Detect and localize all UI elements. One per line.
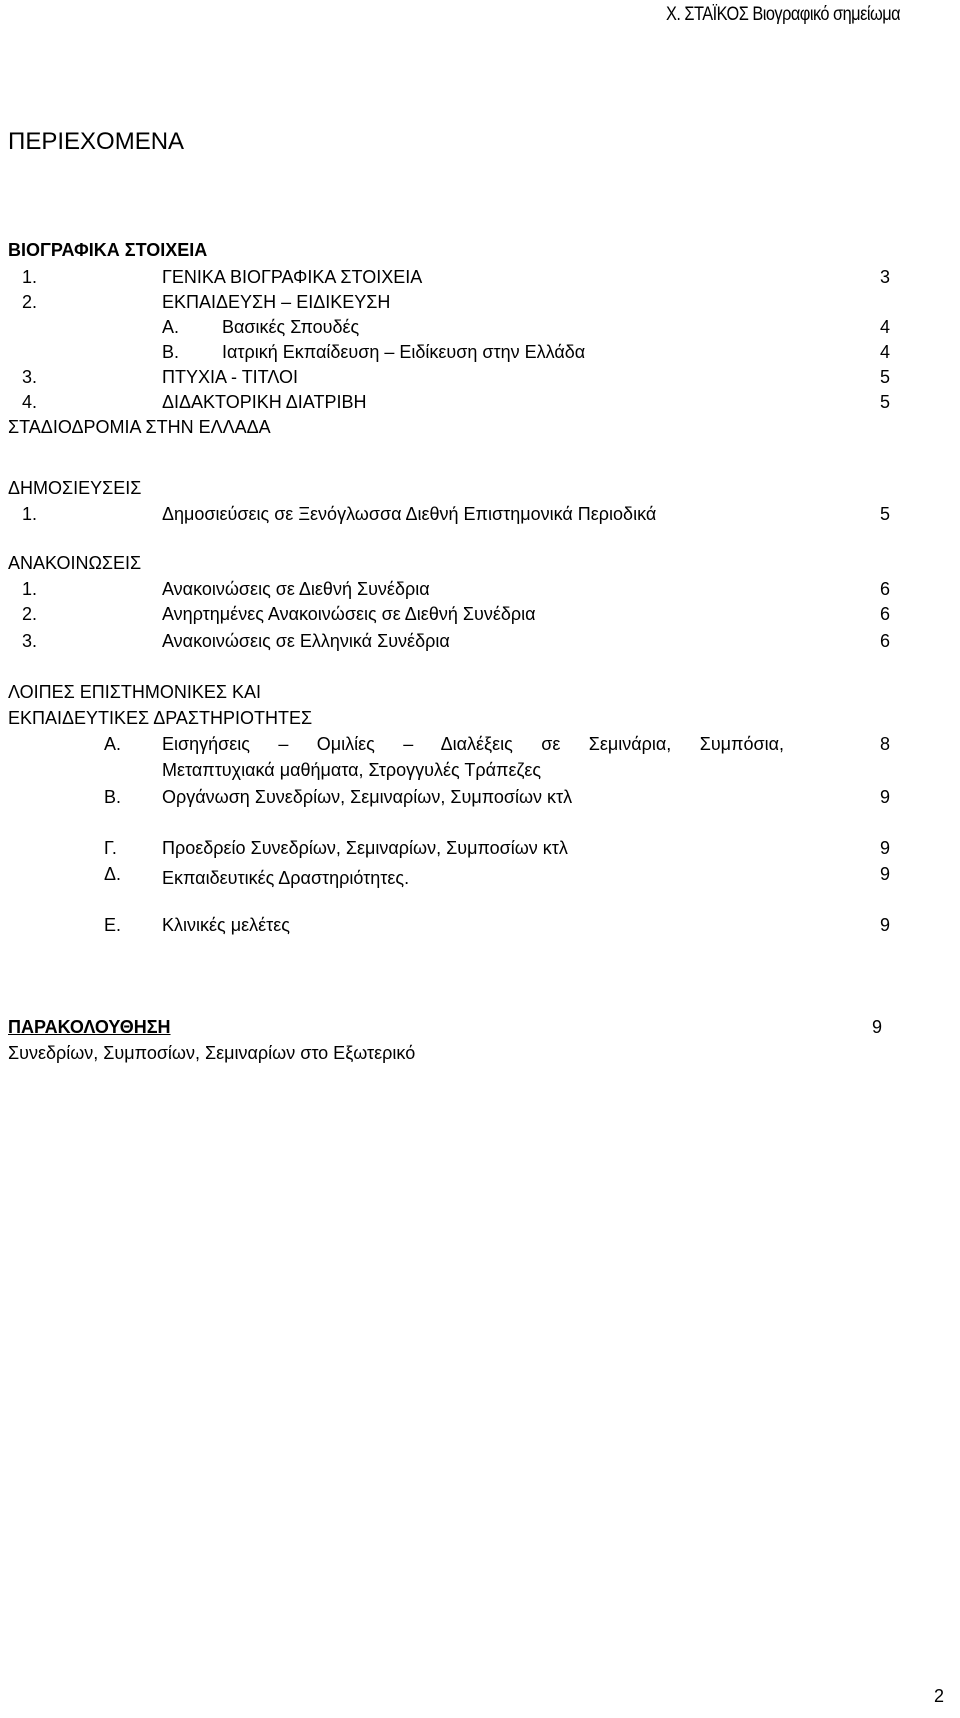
toc-item-page: 8 bbox=[879, 734, 890, 754]
toc-item-page: 6 bbox=[879, 604, 890, 624]
toc-item-number: 1. bbox=[22, 504, 38, 524]
toc-item-page: 9 bbox=[879, 787, 890, 807]
toc-subitem-letter: Γ. bbox=[104, 838, 117, 858]
toc-subitem-letter: Α. bbox=[104, 734, 122, 754]
toc-item-label: ΠΤΥΧΙΑ - ΤΙΤΛΟΙ bbox=[162, 367, 298, 387]
toc-item-number: 1. bbox=[22, 579, 38, 599]
toc-item-label: Δημοσιεύσεις σε Ξενόγλωσσα Διεθνή Επιστημονικά Περιοδικά bbox=[162, 504, 657, 524]
toc-item-page: 5 bbox=[879, 504, 890, 524]
toc-item-page: 5 bbox=[879, 367, 890, 387]
toc-item-page: 3 bbox=[879, 267, 890, 287]
section-heading-publications: ΔΗΜΟΣΙΕΥΣΕΙΣ bbox=[8, 478, 142, 498]
toc-item-label: Ιατρική Εκπαίδευση – Ειδίκευση στην Ελλάδα bbox=[222, 342, 586, 362]
toc-item-label: Εισηγήσεις – Ομιλίες – Διαλέξεις σε Σεμινάρια, Συμπόσια, bbox=[162, 734, 784, 754]
section-heading-announcements: ΑΝΑΚΟΙΝΩΣΕΙΣ bbox=[8, 553, 142, 573]
toc-subitem-letter: Δ. bbox=[104, 864, 122, 884]
section-subtitle-attendance: Συνεδρίων, Συμποσίων, Σεμιναρίων στο Εξωτερικό bbox=[8, 1043, 416, 1063]
page-title: ΠΕΡΙΕΧΟΜΕΝΑ bbox=[8, 128, 185, 155]
toc-item-label: Οργάνωση Συνεδρίων, Σεμιναρίων, Συμποσίων κτλ bbox=[162, 787, 573, 807]
toc-item-page: 6 bbox=[879, 579, 890, 599]
section-heading-bio: ΒΙΟΓΡΑΦΙΚΑ ΣΤΟΙΧΕΙΑ bbox=[8, 240, 208, 260]
toc-item-page: 4 bbox=[879, 317, 890, 337]
toc-item-page: 4 bbox=[879, 342, 890, 362]
toc-subitem-letter: Ε. bbox=[104, 915, 122, 935]
toc-item-number: 1. bbox=[22, 267, 38, 287]
toc-subitem-letter: B. bbox=[162, 342, 180, 362]
section-heading-attendance: ΠΑΡΑΚΟΛΟΥΘΗΣΗ bbox=[8, 1017, 171, 1037]
toc-item-label: ΓΕΝΙΚΑ ΒΙΟΓΡΑΦΙΚΑ ΣΤΟΙΧΕΙΑ bbox=[162, 267, 423, 287]
toc-subitem-letter: Β. bbox=[104, 787, 122, 807]
toc-item-label: Κλινικές μελέτες bbox=[162, 915, 290, 935]
toc-item-page: 5 bbox=[879, 392, 890, 412]
toc-item-page: 9 bbox=[879, 915, 890, 935]
toc-item-page: 9 bbox=[879, 864, 890, 884]
toc-item-number: 3. bbox=[22, 367, 38, 387]
toc-item-page: 6 bbox=[879, 631, 890, 651]
toc-item-label: Ανηρτημένες Ανακοινώσεις σε Διεθνή Συνέδρια bbox=[162, 604, 536, 624]
page-number: 2 bbox=[934, 1686, 945, 1706]
toc-item-number: 4. bbox=[22, 392, 38, 412]
toc-item-label: ΕΚΠΑΙΔΕΥΣΗ – ΕΙΔΙΚΕΥΣΗ bbox=[162, 292, 391, 312]
toc-item-label: Ανακοινώσεις σε Ελληνικά Συνέδρια bbox=[162, 631, 450, 651]
toc-item-page: 9 bbox=[879, 838, 890, 858]
toc-item-label: Βασικές Σπουδές bbox=[222, 317, 360, 337]
toc-career-entry: ΣΤΑΔΙΟΔΡΟΜΙΑ ΣΤΗΝ ΕΛΛΑΔΑ bbox=[8, 417, 271, 437]
toc-item-number: 2. bbox=[22, 292, 38, 312]
toc-item-label: Ανακοινώσεις σε Διεθνή Συνέδρια bbox=[162, 579, 430, 599]
toc-item-label: Προεδρείο Συνεδρίων, Σεμιναρίων, Συμποσίων κτλ bbox=[162, 838, 568, 858]
toc-item-number: 3. bbox=[22, 631, 38, 651]
toc-item-label: Εκπαιδευτικές Δραστηριότητες. bbox=[162, 868, 410, 888]
toc-item-label: ΔΙΔΑΚΤΟΡΙΚΗ ΔΙΑΤΡΙΒΗ bbox=[162, 392, 367, 412]
toc-item-label-continuation: Μεταπτυχιακά μαθήματα, Στρογγυλές Τράπεζες bbox=[162, 760, 542, 780]
section-heading-other-line2: ΕΚΠΑΙΔΕΥΤΙΚΕΣ ΔΡΑΣΤΗΡΙΟΤΗΤΕΣ bbox=[8, 708, 313, 728]
toc-item-page: 9 bbox=[872, 1017, 883, 1037]
toc-subitem-letter: A. bbox=[162, 317, 180, 337]
section-heading-other-line1: ΛΟΙΠΕΣ ΕΠΙΣΤΗΜΟΝΙΚΕΣ ΚΑΙ bbox=[8, 682, 262, 702]
running-header: Χ. ΣΤΑΪΚΟΣ Βιογραφικό σημείωμα bbox=[666, 4, 901, 25]
toc-item-number: 2. bbox=[22, 604, 38, 624]
